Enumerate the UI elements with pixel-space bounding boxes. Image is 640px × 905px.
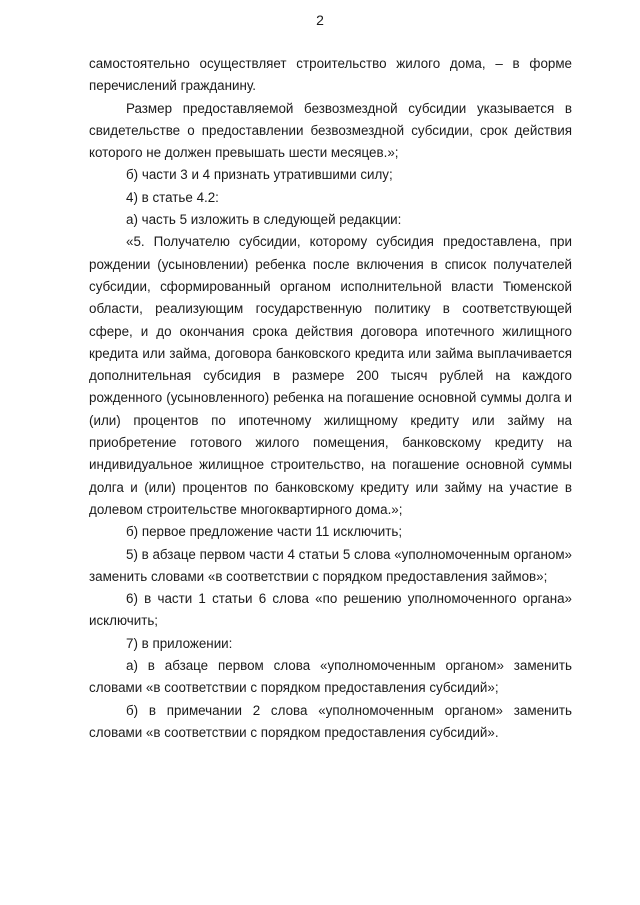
- paragraph: б) части 3 и 4 признать утратившими силу;: [126, 167, 393, 183]
- paragraph: 4) в статье 4.2:: [126, 189, 219, 205]
- paragraph: Размер предоставляемой безвозмездной субсидии указывается в свидетельстве о предоставлении безвозмездной субсидии, срок действия которого не должен превышать шести месяцев.»;: [89, 100, 572, 161]
- paragraph: самостоятельно осуществляет строительство жилого дома, – в форме перечислений гражданину.: [89, 56, 572, 94]
- paragraph: б) в примечании 2 слова «уполномоченным органом» заменить словами «в соответствии с порядком предоставления субсидий».: [89, 702, 572, 740]
- paragraph: 6) в части 1 статьи 6 слова «по решению уполномоченного органа» исключить;: [89, 591, 572, 629]
- paragraph: а) в абзаце первом слова «уполномоченным органом» заменить словами «в соответствии с порядком предоставления субсидий»;: [89, 658, 572, 696]
- paragraph: «5. Получателю субсидии, которому субсидия предоставлена, при рождении (усыновлении) ребенка после включения в список получателей субсидии, сформированный органом исполнительной власти Тюменской области, реализующим государственную политику в соответствующей сфере, и до окончания срока действия договора ипотечного жилищного кредита или займа, договора банковского кредита или займа выплачивается дополнительная субсидия в размере 200 тысяч рублей на каждого рожденного (усыновленного) ребенка на погашение основной суммы долга и (или) процентов по ипотечному жилищному кредиту или займу на приобретение готового жилого помещения, банковскому кредиту на индивидуальное жилищное строительство, на погашение основной суммы долга и (или) процентов по банковскому кредиту или займу на участие в долевом строительстве многоквартирного дома.»;: [89, 234, 572, 517]
- page-number: 2: [316, 12, 324, 28]
- paragraph: 7) в приложении:: [126, 635, 233, 651]
- paragraph: б) первое предложение части 11 исключить;: [126, 524, 403, 540]
- document-body: [89, 53, 572, 744]
- paragraph: а) часть 5 изложить в следующей редакции:: [126, 212, 402, 228]
- paragraph: 5) в абзаце первом части 4 статьи 5 слова «уполномоченным органом» заменить словами «в соответствии с порядком предоставления займов»;: [89, 546, 572, 584]
